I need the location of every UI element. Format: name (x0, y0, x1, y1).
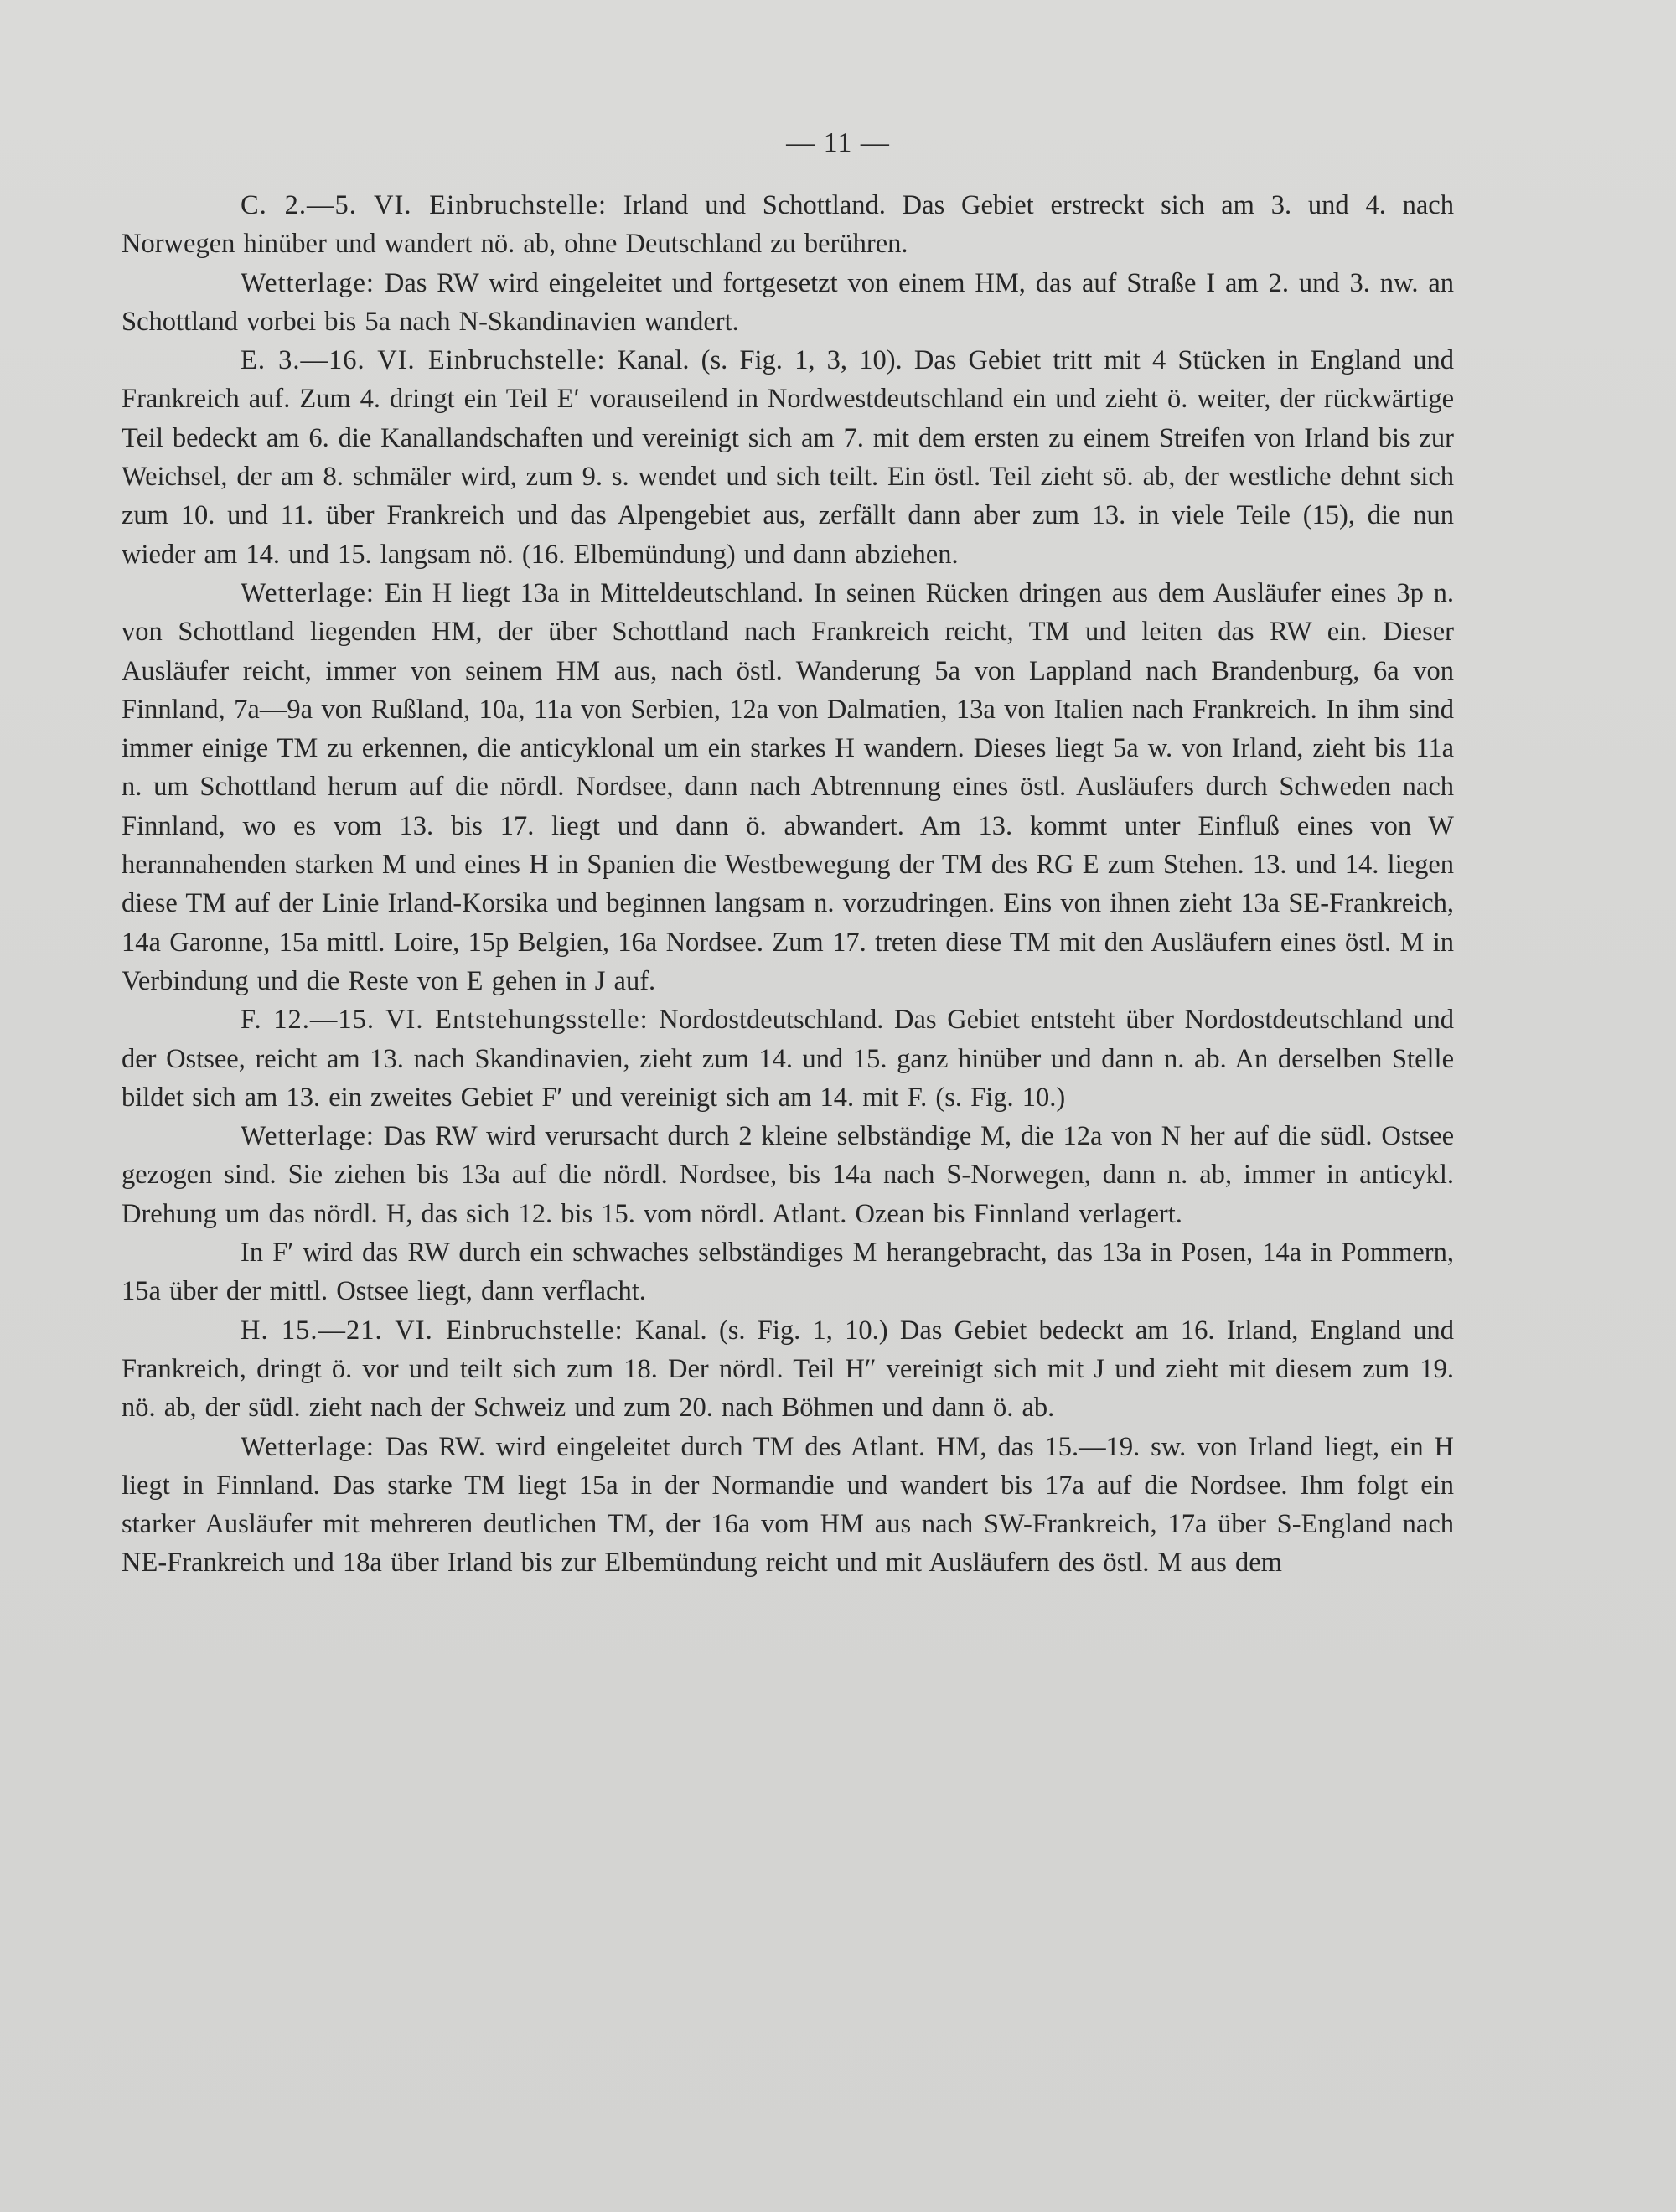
paragraph-lead: E. 3.—16. VI. Einbruchstelle: (241, 345, 606, 376)
paragraph (122, 1117, 1454, 1233)
paragraph-text: Kanal. (s. Fig. 1, 10.) Das Gebiet bedeckt am 16. Irland, England und Frankreich, dringt ö. vor und teilt sich zum 18. Der nördl. Teil H″ vereinigt sich mit J und zieht mit diesem zum 19. nö. ab, der südl. zieht nach der Schweiz und zum 20. nach Böhmen und dann ö. ab. (122, 1315, 1454, 1424)
paragraph-text: Das RW wird verursacht durch 2 kleine selbständige M, die 12a von N her auf die südl. Ostsee gezogen sind. Sie ziehen bis 13a auf die nördl. Nordsee, bis 14a nach S-Norwegen, dann n. ab, immer in anticykl. Drehung um das nördl. H, das sich 12. bis 15. vom nördl. Atlant. Ozean bis Finnland verlagert. (122, 1121, 1454, 1229)
paragraph-text: Ein H liegt 13a in Mitteldeutschland. In seinen Rücken dringen aus dem Ausläufer eines 3p n. von Schottland liegenden HM, der über Schottland nach Frankreich reicht, TM und leiten das RW ein. Dieser Ausläufer reicht, immer von seinem HM aus, nach östl. Wanderung 5a von Lappland nach Brandenburg, 6a von Finnland, 7a—9a von Rußland, 10a, 11a von Serbien, 12a von Dalmatien, 13a von Italien nach Frankreich. In ihm sind immer einige TM zu erkennen, die anticyklonal um ein starkes H wandern. Dieses liegt 5a w. von Irland, zieht bis 11a n. um Schottland herum auf die nördl. Nordsee, dann nach Abtrennung eines östl. Ausläufers durch Schweden nach Finnland, wo es vom 13. bis 17. liegt und dann ö. abwandert. Am 13. kommt unter Einfluß eines von W herannahenden starken M und eines H in Spanien die Westbewegung der TM des RG E zum Stehen. 13. und 14. liegen diese TM auf der Linie Irland-Korsika und beginnen langsam n. vorzudringen. Eins von ihnen zieht 13a SE-Frankreich, 14a Garonne, 15a mittl. Loire, 15p Belgien, 16a Nordsee. Zum 17. treten diese TM mit den Ausläufern eines östl. M in Verbindung und die Reste von E gehen in J auf. (122, 577, 1454, 996)
paragraph-lead: Wetterlage: (241, 267, 375, 298)
paragraph (122, 574, 1454, 1000)
paragraph-text: Irland und Schottland. Das Gebiet erstreckt sich am 3. und 4. nach Norwegen hinüber und wandert nö. ab, ohne Deutschland zu berühren. (122, 190, 1454, 260)
paragraph (122, 1311, 1454, 1428)
paragraph (122, 1000, 1454, 1117)
page-number: — 11 — (786, 127, 890, 158)
paragraph-lead: F. 12.—15. VI. Entstehungsstelle: (241, 1005, 649, 1036)
paragraph-lead: Wetterlage: (241, 1121, 375, 1152)
paragraph-text: Kanal. (s. Fig. 1, 3, 10). Das Gebiet tritt mit 4 Stücken in England und Frankreich auf. Zum 4. dringt ein Teil E′ vorauseilend in Nordwestdeutschland ein und zieht ö. weiter, der rückwärtige Teil bedeckt am 6. die Kanallandschaften und vereinigt sich am 7. mit dem ersten zu einem Streifen von Irland bis zur Weichsel, der am 8. schmäler wird, zum 9. s. wendet und sich teilt. Ein östl. Teil zieht sö. ab, der westliche dehnt sich zum 10. und 11. über Frankreich und das Alpengebiet aus, zerfällt dann aber zum 13. in viele Teile (15), die nun wieder am 14. und 15. langsam nö. (16. Elbemündung) und dann abziehen. (122, 345, 1454, 570)
paragraph (122, 186, 1454, 264)
paragraph (122, 341, 1454, 574)
paragraph-text: Das RW. wird eingeleitet durch TM des Atlant. HM, das 15.—19. sw. von Irland liegt, ein H liegt in Finnland. Das starke TM liegt 15a in der Normandie und wandert bis 17a auf die Nordsee. Ihm folgt ein starker Ausläufer mit mehreren deutlichen TM, der 16a vom HM aus nach SW-Frankreich, 17a über S-England nach NE-Frankreich und 18a über Irland bis zur Elbemündung reicht und mit Ausläufern des östl. M aus dem (122, 1431, 1454, 1579)
paragraph (122, 264, 1454, 342)
paragraph-lead: C. 2.—5. VI. Einbruchstelle: (241, 190, 608, 220)
paragraph-text: Das RW wird eingeleitet und fortgesetzt von einem HM, das auf Straße I am 2. und 3. nw. an Schottland vorbei bis 5a nach N-Skandinavien wandert. (122, 267, 1454, 337)
paragraph-text: Nordostdeutschland. Das Gebiet entsteht über Nordostdeutschland und der Ostsee, reicht am 13. nach Skandinavien, zieht zum 14. und 15. ganz hinüber und dann n. ab. An derselben Stelle bildet sich am 13. ein zweites Gebiet F′ und vereinigt sich am 14. mit F. (s. Fig. 10.) (122, 1005, 1454, 1113)
paragraph-lead: Wetterlage: (241, 577, 375, 608)
paragraph (122, 1233, 1454, 1311)
paragraph (122, 1428, 1454, 1583)
paragraph-text: In F′ wird das RW durch ein schwaches selbständiges M herangebracht, das 13a in Posen, 14a in Pommern, 15a über der mittl. Ostsee liegt, dann verflacht. (122, 1238, 1454, 1307)
paragraph-lead: H. 15.—21. VI. Einbruchstelle: (241, 1315, 623, 1346)
paragraph-lead: Wetterlage: (241, 1431, 375, 1462)
body-text (122, 186, 1454, 1583)
